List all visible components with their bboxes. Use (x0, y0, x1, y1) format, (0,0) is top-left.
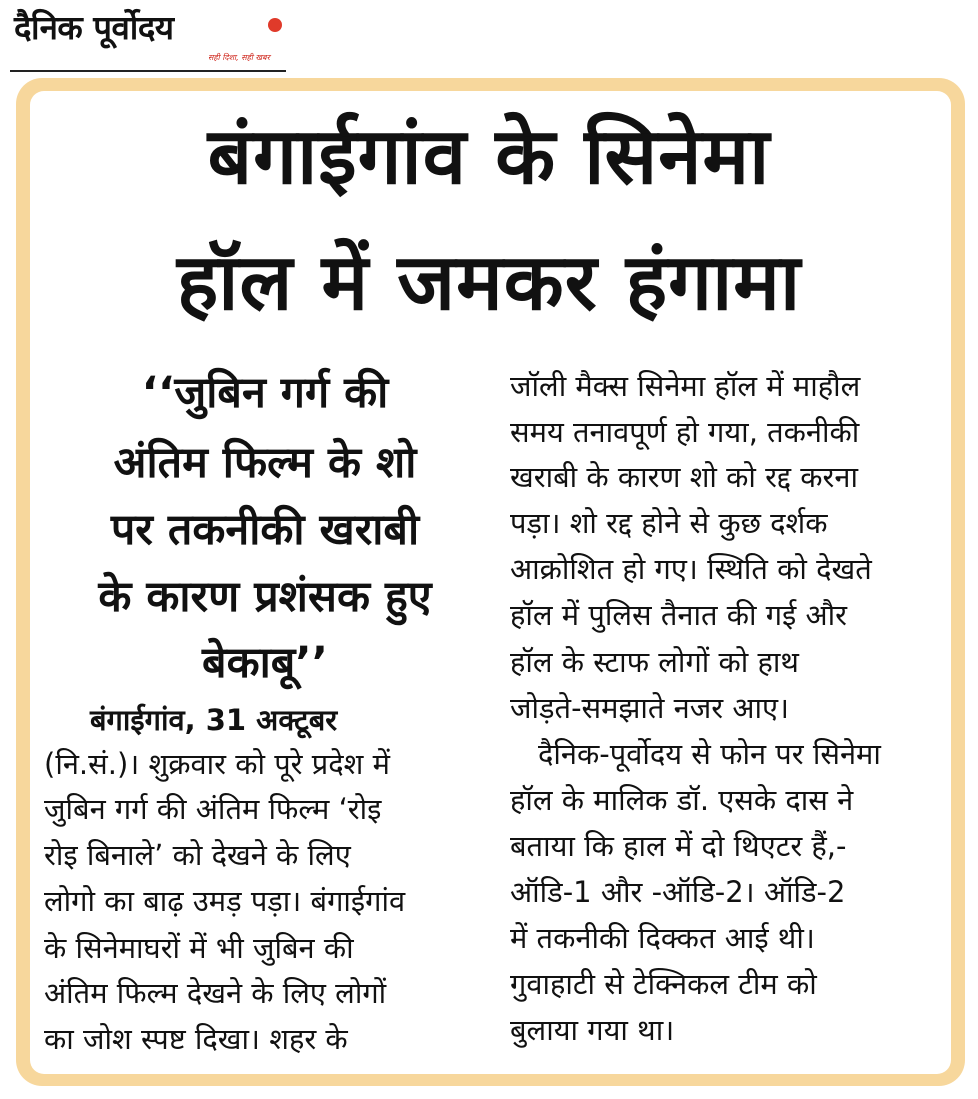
masthead-divider (10, 70, 286, 72)
body-line: जोड़ते-समझाते नजर आए। (510, 691, 790, 725)
body-line: दैनिक-पूर्वोदय से फोन पर सिनेमा (538, 737, 881, 771)
body-line: जॉली मैक्स सिनेमा हॉल में माहौल (510, 369, 861, 403)
headline-line-1: बंगाईगांव के सिनेमा (207, 112, 771, 202)
subheadline-line: ‘‘जुबिन गर्ग की (141, 368, 389, 418)
masthead-tagline: सही दिशा, सही खबर (208, 53, 270, 62)
subheadline-line: अंतिम फिल्म के शो (113, 438, 417, 488)
body-line: पड़ा। शो रद्द होने से कुछ दर्शक (510, 506, 828, 540)
body-line: खराबी के कारण शो को रद्द करना (510, 460, 859, 494)
masthead-logo-dot-icon (268, 18, 282, 32)
masthead-title: दैनिक पूर्वोदय (14, 8, 174, 47)
body-line: रोइ बिनाले’ को देखने के लिए (44, 838, 351, 872)
body-line: हॉल के मालिक डॉ. एसके दास ने (510, 783, 854, 817)
body-line: अंतिम फिल्म देखने के लिए लोगों (44, 976, 387, 1010)
body-line: हॉल में पुलिस तैनात की गई और (510, 598, 848, 632)
body-line: का जोश स्पष्ट दिखा। शहर के (44, 1022, 348, 1056)
masthead (10, 6, 286, 72)
body-line: बुलाया गया था। (510, 1013, 675, 1047)
body-line: आक्रोशित हो गए। स्थिति को देखते (510, 552, 872, 586)
subheadline-line: के कारण प्रशंसक हुए (98, 572, 432, 622)
body-line: बताया कि हाल में दो थिएटर हैं,- (510, 829, 847, 863)
body-line: में तकनीकी दिक्कत आई थी। (510, 921, 815, 955)
subheadline-line: पर तकनीकी खराबी (110, 505, 420, 555)
body-line: के सिनेमाघरों में भी जुबिन की (44, 931, 354, 965)
dateline: बंगाईगांव, 31 अक्टूबर (90, 703, 338, 737)
subheadline-line: बेकाबू’’ (202, 638, 328, 688)
body-line: जुबिन गर्ग की अंतिम फिल्म ‘रोइ (44, 792, 382, 826)
body-line: हॉल के स्टाफ लोगों को हाथ (510, 645, 799, 679)
body-line: समय तनावपूर्ण हो गया, तकनीकी (510, 415, 860, 449)
body-line: (नि.सं.)। शुक्रवार को पूरे प्रदेश में (44, 747, 390, 781)
body-line: गुवाहाटी से टेक्निकल टीम को (510, 967, 817, 1001)
body-line: लोगो का बाढ़ उमड़ पड़ा। बंगाईगांव (44, 884, 406, 918)
headline-line-2: हॉल में जमकर हंगामा (176, 238, 802, 328)
body-line: ऑडि-1 और -ऑडि-2। ऑडि-2 (510, 875, 846, 909)
